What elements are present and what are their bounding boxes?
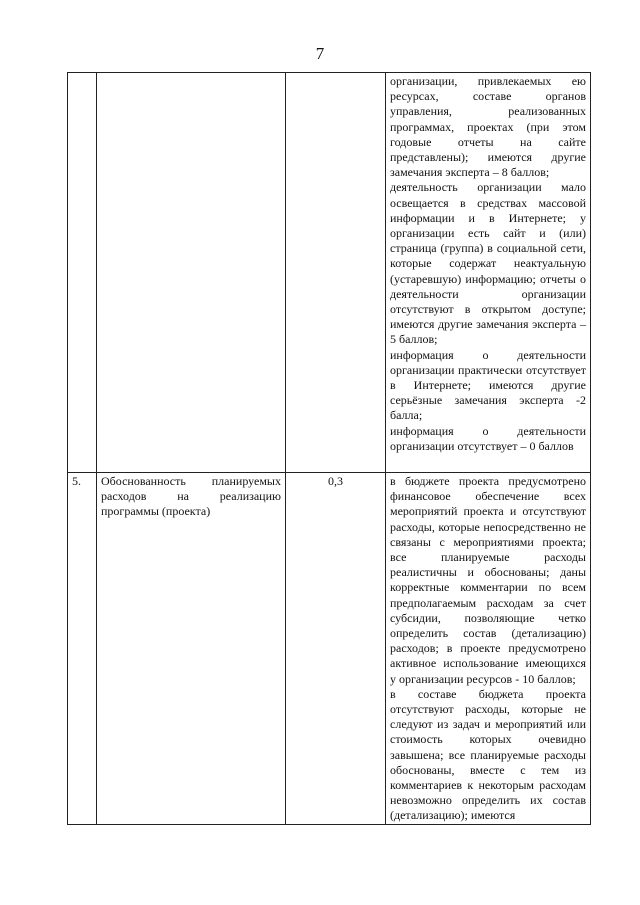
weight-cell: 0,3 <box>286 473 386 825</box>
description-paragraph: информация о деятельности организации практически отсутствует в Интернете; имеются другие серьёзные замечания эксперта -2 балла; <box>390 347 586 423</box>
table-row <box>68 473 591 825</box>
criterion-cell: Обоснованность планируемых расходов на реализацию программы (проекта) <box>97 473 286 825</box>
description-paragraph: в бюджете проекта предусмотрено финансовое обеспечение всех мероприятий проекта и отсутствуют расходы, которые непосредственно не связаны с мероприятиями проекта; все планируемые расходы реалистичны и обоснованы; даны корректные комментарии по всем предполагаемым расходам за счет субсидии, позволяющие четко определить состав (детализацию) расходов; в проекте предусмотрено активное использование имеющихся у организации ресурсов - 10 баллов; <box>390 474 586 686</box>
row-number-cell <box>68 73 97 473</box>
description-cell <box>386 473 591 825</box>
description-cell <box>386 73 591 473</box>
criterion-cell <box>97 73 286 473</box>
table-row <box>68 73 591 473</box>
description-paragraph: организации, привлекаемых ею ресурсах, составе органов управления, реализованных программах, проектах (при этом годовые отчеты на сайте представлены); имеются другие замечания эксперта – 8 баллов; <box>390 74 586 180</box>
description-paragraph: информация о деятельности организации отсутствует – 0 баллов <box>390 423 586 453</box>
description-paragraph: в составе бюджета проекта отсутствуют расходы, которые не следуют из задач и мероприятий или стоимость которых очевидно завышена; все планируемые расходы обоснованы, вместе с тем из комментариев к некоторым расходам невозможно определить их состав (детализацию); имеются <box>390 686 586 823</box>
criteria-table <box>67 72 591 825</box>
page-number: 7 <box>315 44 325 63</box>
row-number-cell: 5. <box>68 473 97 825</box>
description-paragraph: деятельность организации мало освещается в средствах массовой информации и в Интернете; у организации есть сайт и (или) страница (группа) в социальной сети, которые содержат неактуальную (устаревшую) информацию; отчеты о деятельности организации отсутствуют в открытом доступе; имеются другие замечания эксперта – 5 баллов; <box>390 180 586 347</box>
weight-cell <box>286 73 386 473</box>
